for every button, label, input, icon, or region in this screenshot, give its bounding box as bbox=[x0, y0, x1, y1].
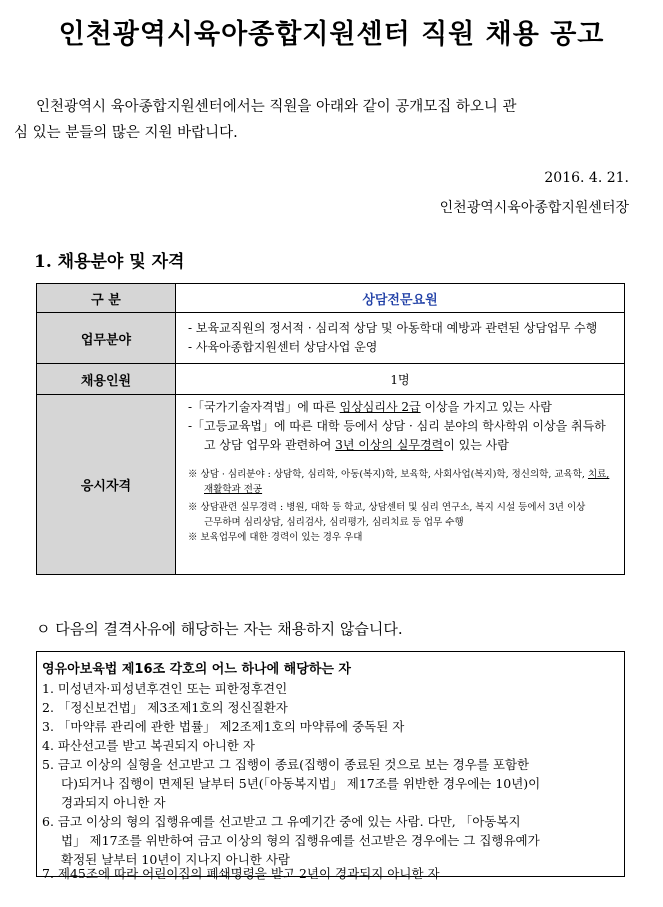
headcount-label: 채용인원 bbox=[37, 364, 176, 395]
q1-text: -「국가기술자격법」에 따른 bbox=[188, 400, 340, 414]
note-field-line-2: 재활학과 전공 bbox=[204, 484, 263, 495]
org-signature: 인천광역시육아종합지원센터장 bbox=[439, 200, 629, 216]
list-item-continued: 경과되지 아니한 자 bbox=[61, 795, 166, 810]
section-heading: 1. 채용분야 및 자격 bbox=[34, 252, 185, 272]
disqualification-title: 영유아보육법 제16조 각호의 어느 하나에 해당하는 자 bbox=[42, 662, 351, 677]
list-item: 1. 미성년자·피성년후견인 또는 피한정후견인 bbox=[42, 681, 288, 696]
qualification-label: 응시자격 bbox=[37, 395, 176, 575]
q2-text: 고 상담 업무와 관련하여 bbox=[204, 438, 336, 452]
qualification-line-3 bbox=[188, 436, 624, 455]
intro-line-1: 인천광역시 육아종합지원센터에서는 직원을 아래와 같이 공개모집 하오니 관 bbox=[36, 99, 517, 115]
qualification-value bbox=[176, 395, 625, 575]
note-experience-line-2: 근무하며 심리상담, 심리검사, 심리평가, 심리치료 등 업무 수행 bbox=[204, 517, 464, 528]
list-item: 7. 제45조에 따라 어린이집의 폐쇄명령을 받고 2년이 경과되지 아니한 자 bbox=[42, 866, 440, 881]
page-title: 인천광역시육아종합지원센터 직원 채용 공고 bbox=[58, 19, 605, 50]
duty-line: - 사육아종합지원센터 상담사업 운영 bbox=[188, 340, 378, 354]
q2-text-end: 이 있는 사람 bbox=[443, 438, 509, 452]
headcount-value: 1명 bbox=[176, 364, 625, 395]
table-row-qualification bbox=[37, 395, 625, 575]
duty-value bbox=[176, 313, 625, 364]
qualification-line-1 bbox=[188, 398, 624, 417]
header-position: 상담전문요원 bbox=[176, 284, 625, 313]
recruitment-table bbox=[36, 283, 625, 575]
note-experience: ※ 상담관련 실무경력 : 병원, 대학 등 학교, 상담센터 및 심리 연구소, 복지 시설 등에서 3년 이상 bbox=[188, 502, 586, 513]
list-item-continued: 확정된 날부터 10년이 지나지 아니한 사람 bbox=[61, 852, 290, 867]
note-field bbox=[188, 467, 624, 482]
disqualification-notice: ㅇ 다음의 결격사유에 해당하는 자는 채용하지 않습니다. bbox=[36, 620, 403, 638]
duty-label: 업무분야 bbox=[37, 313, 176, 364]
list-item: 4. 파산선고를 받고 복권되지 아니한 자 bbox=[42, 738, 255, 753]
q1-underlined: 임상심리사 2급 bbox=[339, 400, 421, 414]
duty-line: - 보육교직원의 정서적 · 심리적 상담 및 아동학대 예방과 관련된 상담업무 수행 bbox=[188, 321, 598, 335]
header-label: 구 분 bbox=[37, 284, 176, 313]
list-item: 5. 금고 이상의 실형을 선고받고 그 집행이 종료(집행이 종료된 것으로 보는 경우를 포함한 bbox=[42, 757, 530, 772]
q1-text-end: 이상을 가지고 있는 사람 bbox=[420, 400, 552, 414]
disqualification-box bbox=[36, 651, 625, 881]
intro-line-2: 심 있는 분들의 많은 지원 바랍니다. bbox=[14, 125, 238, 141]
notice-date: 2016. 4. 21. bbox=[544, 170, 629, 186]
note-field-text: ※ 상담 · 심리분야 : 상담학, 심리학, 아동(복지)학, 보육학, 사회사업(복지)학, 정신의학, 교육학, bbox=[188, 469, 588, 480]
list-item-continued: 법」 제17조를 위반하여 금고 이상의 형의 집행유예를 선고받은 경우에는 그 집행유예가 bbox=[61, 833, 540, 848]
table-row-duty bbox=[37, 313, 625, 364]
note-preference: ※ 보육업무에 대한 경력이 있는 경우 우대 bbox=[188, 532, 363, 543]
list-item: 2. 「정신보건법」 제3조제1호의 정신질환자 bbox=[42, 700, 288, 715]
note-field-underlined: 치료, bbox=[587, 469, 610, 480]
list-item: 6. 금고 이상의 형의 집행유예를 선고받고 그 유예기간 중에 있는 사람. 다만, 「아동복지 bbox=[42, 814, 521, 829]
qualification-line-2: -「고등교육법」에 따른 대학 등에서 상담 · 심리 분야의 학사학위 이상을 취득하 bbox=[188, 419, 606, 433]
table-row-headcount bbox=[37, 364, 625, 395]
list-item: 3. 「마약류 관리에 관한 법률」 제2조제1호의 마약류에 중독된 자 bbox=[42, 719, 405, 734]
table-header-row bbox=[37, 284, 625, 313]
list-item-continued: 다)되거나 집행이 면제된 날부터 5년(「아동복지법」 제17조를 위반한 경우에는 10년)이 bbox=[61, 776, 541, 791]
q2-underlined: 3년 이상의 실무경력 bbox=[335, 438, 444, 452]
